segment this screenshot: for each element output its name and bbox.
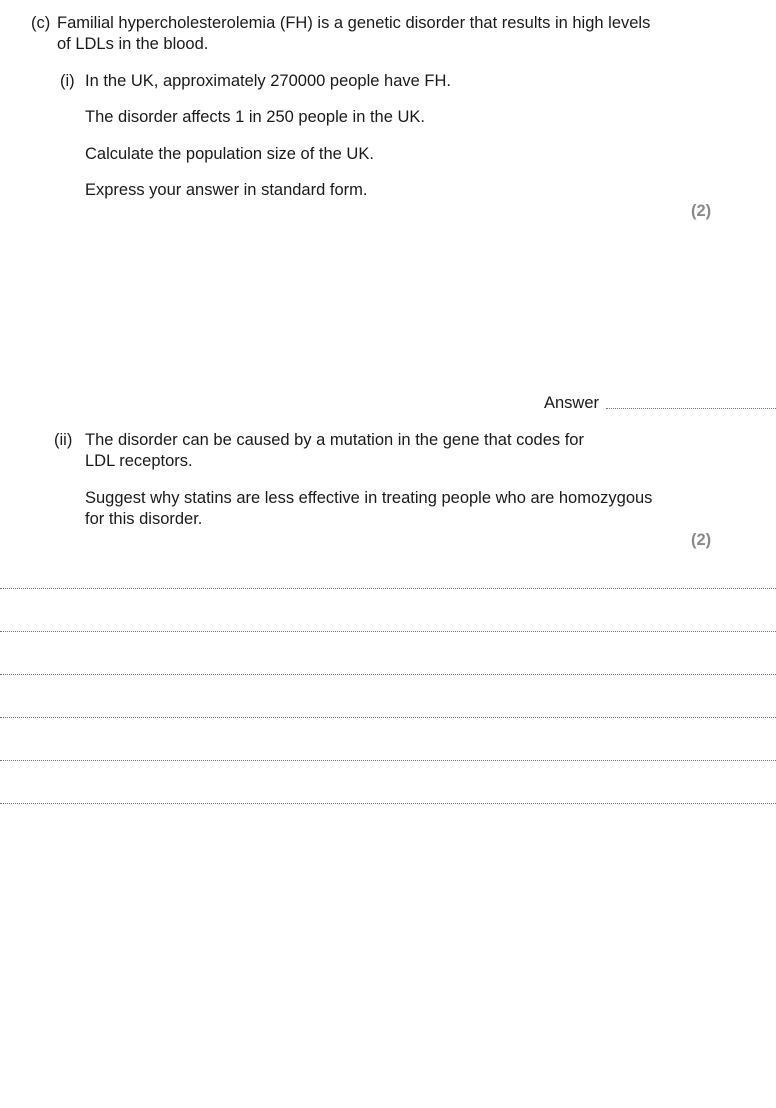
answer-writing-line[interactable] [0, 760, 776, 761]
answer-writing-line[interactable] [0, 631, 776, 632]
part-ii-text-line1: The disorder can be caused by a mutation in the gene that codes for [85, 431, 584, 449]
part-i-label: (i) [60, 72, 75, 90]
part-i-line4: Express your answer in standard form. [85, 181, 368, 199]
part-ii-question-line1: Suggest why statins are less effective in treating people who are homozygous [85, 489, 653, 507]
part-i-marks: (2) [691, 202, 712, 220]
answer-writing-line[interactable] [0, 674, 776, 675]
part-i-line2: The disorder affects 1 in 250 people in the UK. [85, 108, 425, 126]
part-c-label: (c) [31, 14, 51, 32]
answer-writing-line[interactable] [0, 717, 776, 718]
part-ii-marks: (2) [691, 531, 712, 549]
part-i-line3: Calculate the population size of the UK. [85, 145, 374, 163]
part-c-text-line1: Familial hypercholesterolemia (FH) is a genetic disorder that results in high levels [57, 14, 651, 32]
part-c-text-line2: of LDLs in the blood. [57, 35, 209, 53]
answer-writing-line[interactable] [0, 588, 776, 589]
part-ii-text-line2: LDL receptors. [85, 452, 193, 470]
answer-writing-line[interactable] [0, 803, 776, 804]
part-ii-label: (ii) [54, 431, 73, 449]
part-i-text: In the UK, approximately 270000 people have FH. [85, 72, 451, 90]
part-ii-question-line2: for this disorder. [85, 510, 203, 528]
answer-label: Answer [544, 394, 600, 412]
answer-line[interactable] [606, 408, 776, 409]
